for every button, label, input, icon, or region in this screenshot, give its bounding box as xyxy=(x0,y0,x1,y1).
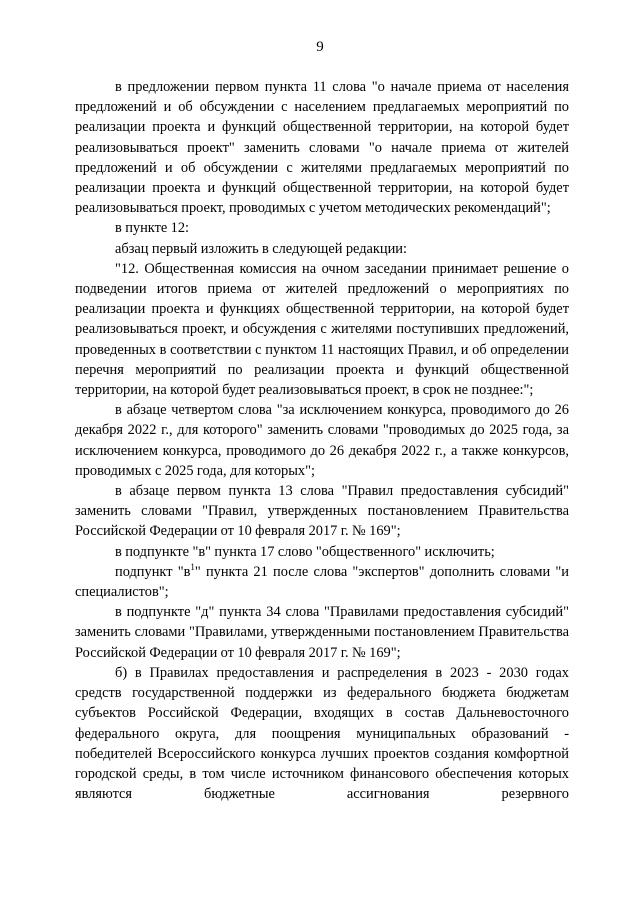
paragraph-item-21-start: подпункт "в xyxy=(115,563,191,580)
paragraph-item-21 xyxy=(75,562,569,602)
paragraph-item-17: в подпункте "в" пункта 17 слово "общественного" исключить; xyxy=(115,543,495,560)
paragraph-first-subparagraph: абзац первый изложить в следующей редакции: xyxy=(115,240,408,257)
paragraph-item-11-amendment: в предложении первом пункта 11 слова "о начале приема от населения предложений и об обсуждении с населением предлагаемых мероприятий по реализации проекта и функций общественной территории, на которой будет реализовываться проект" заменить словами "о начале приема от жителей предложений и об обсуждении с жителями предлагаемых мероприятий по реализации проекта и функций общественной территории, на которой будет реализовываться проект, проводимых с учетом методических рекомендаций"; xyxy=(75,79,569,217)
paragraph-fourth-subparagraph: в абзаце четвертом слова "за исключением конкурса, проводимого до 26 декабря 2022 г., для которого" заменить словами "проводимых до 2025 года, за исключением конкурса, проводимого до 26 декабря 2022 г., а также конкурсов, проводимых с 2025 года, для которых"; xyxy=(75,402,569,479)
superscript-mark: 1 xyxy=(190,562,195,573)
paragraph-item-13: в абзаце первом пункта 13 слова "Правил предоставления субсидий" заменить словами "Правил, утвержденных постановлением Правительства Российской Федерации от 10 февраля 2017 г. № 169"; xyxy=(75,483,569,540)
page-number: 9 xyxy=(316,39,324,55)
paragraph-item-21-end: " пункта 21 после слова "экспертов" дополнить словами "и специалистов"; xyxy=(75,563,569,601)
paragraph-item-34: в подпункте "д" пункта 34 слова "Правилами предоставления субсидий" заменить словами "Правилами, утвержденными постановлением Правительства Российской Федерации от 10 февраля 2017 г. № 169"; xyxy=(75,604,569,661)
paragraph-subsection-b: б) в Правилах предоставления и распределения в 2023 - 2030 годах средств государственной поддержки из федерального бюджета бюджетам субъектов Российской Федерации, входящих в состав Дальневосточного федерального округа, для поощрения муниципальных образований - победителей Всероссийского конкурса лучших проектов создания комфортной городской среды, в том числе источником финансового обеспечения которых являются бюджетные ассигнования резервного xyxy=(75,664,569,803)
paragraph-item-12-text: "12. Общественная комиссия на очном заседании принимает решение о подведении итогов приема от жителей предложений о мероприятиях по реализации проекта и функциях общественной территории, на которой будет реализовываться проект, и обсуждения с жителями поступивших предложений, проведенных в соответствии с пунктом 11 настоящих Правил, и об определении перечня мероприятий по реализации проекта и функций общественной территории, на которой будет реализовываться проект, в срок не позднее:"; xyxy=(75,260,569,399)
document-body xyxy=(75,77,569,804)
paragraph-item-12-heading: в пункте 12: xyxy=(115,220,190,237)
